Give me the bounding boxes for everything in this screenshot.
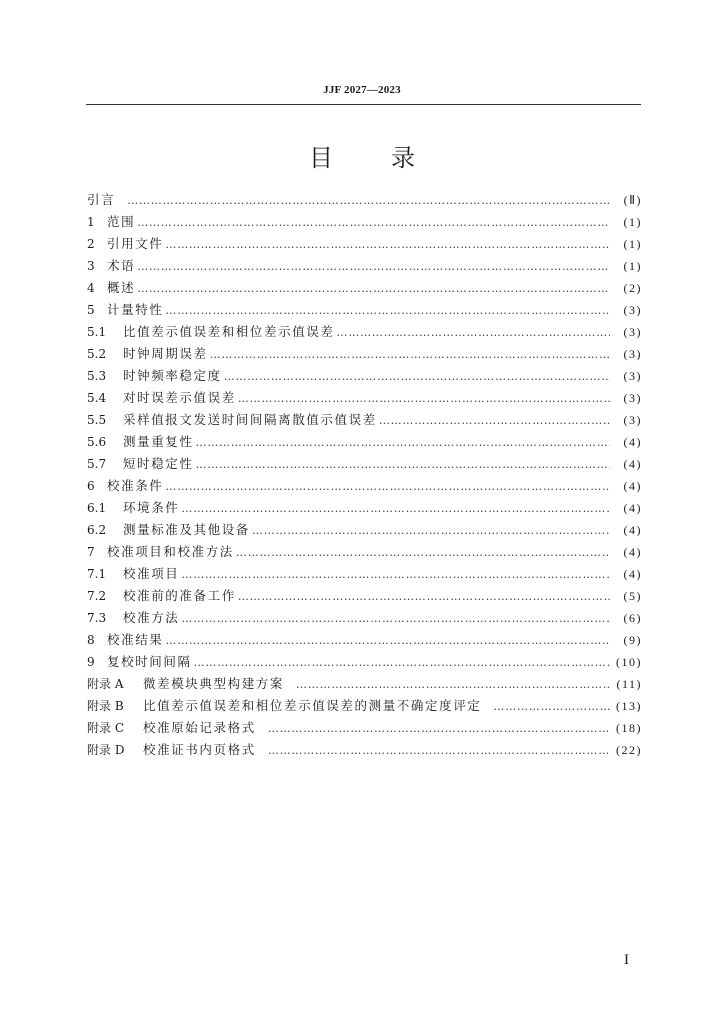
toc-page: (6) [623,611,642,625]
toc-page: (11) [616,677,642,691]
toc-entry[interactable] [87,431,642,453]
toc-label: 对时误差示值误差 [123,390,236,405]
toc-page: (13) [616,699,642,713]
toc-entry[interactable] [87,607,642,629]
toc-leader-dots [165,234,610,256]
toc-number: 5.3 [87,369,107,383]
toc-label: 采样值报文发送时间间隔离散值示值误差 [123,412,377,427]
toc-page: (3) [623,413,642,427]
toc-page: (4) [623,457,642,471]
toc-page: (9) [623,633,642,647]
toc-page: (3) [623,303,642,317]
toc-entry[interactable] [87,189,642,211]
toc-entry[interactable] [87,365,642,387]
page-folio: I [624,952,629,968]
toc-label: 引言 [87,192,116,207]
toc-number: 2 [87,237,95,251]
toc-number: 5.4 [87,391,107,405]
toc-leader-dots [194,652,610,674]
toc-label: 复校时间间隔 [107,654,192,669]
toc-leader-dots [210,344,610,366]
toc-label: 计量特性 [107,302,164,317]
toc-entry[interactable] [87,277,642,299]
toc-leader-dots [137,256,610,278]
toc-entry[interactable] [87,717,642,739]
toc-page: (18) [616,721,642,735]
toc-page: (1) [623,215,642,229]
toc-entry[interactable] [87,563,642,585]
toc-leader-dots [181,498,610,520]
toc-entry[interactable] [87,475,642,497]
toc-label: 校准方法 [123,610,180,625]
toc-entry[interactable] [87,387,642,409]
toc-number: 5.1 [87,325,107,339]
toc-label: 校准项目和校准方法 [107,544,234,559]
toc-label: 校准项目 [123,566,180,581]
document-code-header: JJF 2027—2023 [323,84,401,96]
toc-leader-dots [165,630,610,652]
toc-page: (4) [623,435,642,449]
toc-label: 概述 [107,280,136,295]
table-of-contents [87,189,642,761]
toc-page: (4) [623,545,642,559]
toc-page: (3) [623,347,642,361]
toc-leader-dots [196,432,610,454]
toc-leader-dots [337,322,610,344]
toc-leader-dots [296,674,610,696]
toc-entry[interactable] [87,585,642,607]
toc-leader-dots [137,212,610,234]
toc-leader-dots [137,278,610,300]
toc-number: 3 [87,259,95,273]
toc-label: 测量标准及其他设备 [123,522,250,537]
toc-entry[interactable] [87,695,642,717]
toc-entry[interactable] [87,739,642,761]
toc-number: 6.1 [87,501,107,515]
toc-leader-dots [238,586,610,608]
toc-number: 7 [87,545,95,559]
toc-number: 8 [87,633,95,647]
toc-number: 7.1 [87,567,107,581]
toc-page: (5) [623,589,642,603]
toc-label: 环境条件 [123,500,180,515]
toc-number: 附录 A [87,677,124,691]
toc-entry[interactable] [87,519,642,541]
title-char-left: 目 [309,144,333,172]
toc-page: (4) [623,479,642,493]
toc-leader-dots [127,190,610,212]
toc-leader-dots [236,542,610,564]
toc-entry[interactable] [87,299,642,321]
toc-number: 7.2 [87,589,107,603]
toc-number: 9 [87,655,95,669]
toc-entry[interactable] [87,321,642,343]
toc-page: (1) [623,237,642,251]
toc-leader-dots [181,564,610,586]
toc-entry[interactable] [87,673,642,695]
toc-entry[interactable] [87,233,642,255]
toc-number: 1 [87,215,95,229]
toc-number: 6 [87,479,95,493]
toc-number: 附录 C [87,721,124,735]
toc-leader-dots [196,454,610,476]
toc-label: 时钟频率稳定度 [123,368,222,383]
toc-number: 5.6 [87,435,107,449]
toc-label: 短时稳定性 [123,456,194,471]
toc-page: (10) [616,655,642,669]
toc-page: (4) [623,501,642,515]
page-title [0,138,724,173]
toc-leader-dots [181,608,610,630]
toc-leader-dots [165,476,610,498]
toc-entry[interactable] [87,255,642,277]
toc-entry[interactable] [87,409,642,431]
toc-label: 测量重复性 [123,434,194,449]
toc-number: 5 [87,303,95,317]
toc-page: (2) [623,281,642,295]
toc-label: 校准前的准备工作 [123,588,236,603]
toc-page: (3) [623,325,642,339]
toc-label: 时钟周期误差 [123,346,208,361]
toc-leader-dots [165,300,610,322]
toc-number: 附录 B [87,699,124,713]
toc-label: 范围 [107,214,136,229]
toc-entry[interactable] [87,651,642,673]
toc-page: (1) [623,259,642,273]
toc-entry[interactable] [87,211,642,233]
toc-label: 引用文件 [107,236,164,251]
toc-number: 6.2 [87,523,107,537]
toc-label: 校准原始记录格式 [143,720,256,735]
toc-leader-dots [224,366,610,388]
toc-leader-dots [252,520,610,542]
toc-page: (3) [623,391,642,405]
toc-label: 术语 [107,258,136,273]
toc-label: 校准证书内页格式 [143,742,256,757]
toc-label: 比值差示值误差和相位差示值误差 [123,324,335,339]
toc-entry[interactable] [87,343,642,365]
toc-number: 5.2 [87,347,107,361]
toc-label: 微差模块典型构建方案 [143,676,285,691]
toc-page: (Ⅱ) [623,193,642,207]
header-rule [86,104,641,105]
toc-leader-dots [268,718,610,740]
toc-label: 校准结果 [107,632,164,647]
toc-entry[interactable] [87,541,642,563]
toc-number: 7.3 [87,611,107,625]
toc-leader-dots [238,388,610,410]
toc-entry[interactable] [87,453,642,475]
toc-entry[interactable] [87,497,642,519]
toc-page: (3) [623,369,642,383]
toc-page: (4) [623,567,642,581]
toc-leader-dots [379,410,610,432]
toc-leader-dots [493,696,610,718]
toc-page: (22) [616,743,642,757]
toc-number: 4 [87,281,95,295]
toc-page: (4) [623,523,642,537]
toc-leader-dots [268,740,610,762]
toc-entry[interactable] [87,629,642,651]
toc-number: 附录 D [87,743,125,757]
toc-number: 5.5 [87,413,107,427]
toc-label: 校准条件 [107,478,164,493]
toc-number: 5.7 [87,457,107,471]
title-char-right: 录 [391,144,415,172]
toc-label: 比值差示值误差和相位差示值误差的测量不确定度评定 [143,698,482,713]
